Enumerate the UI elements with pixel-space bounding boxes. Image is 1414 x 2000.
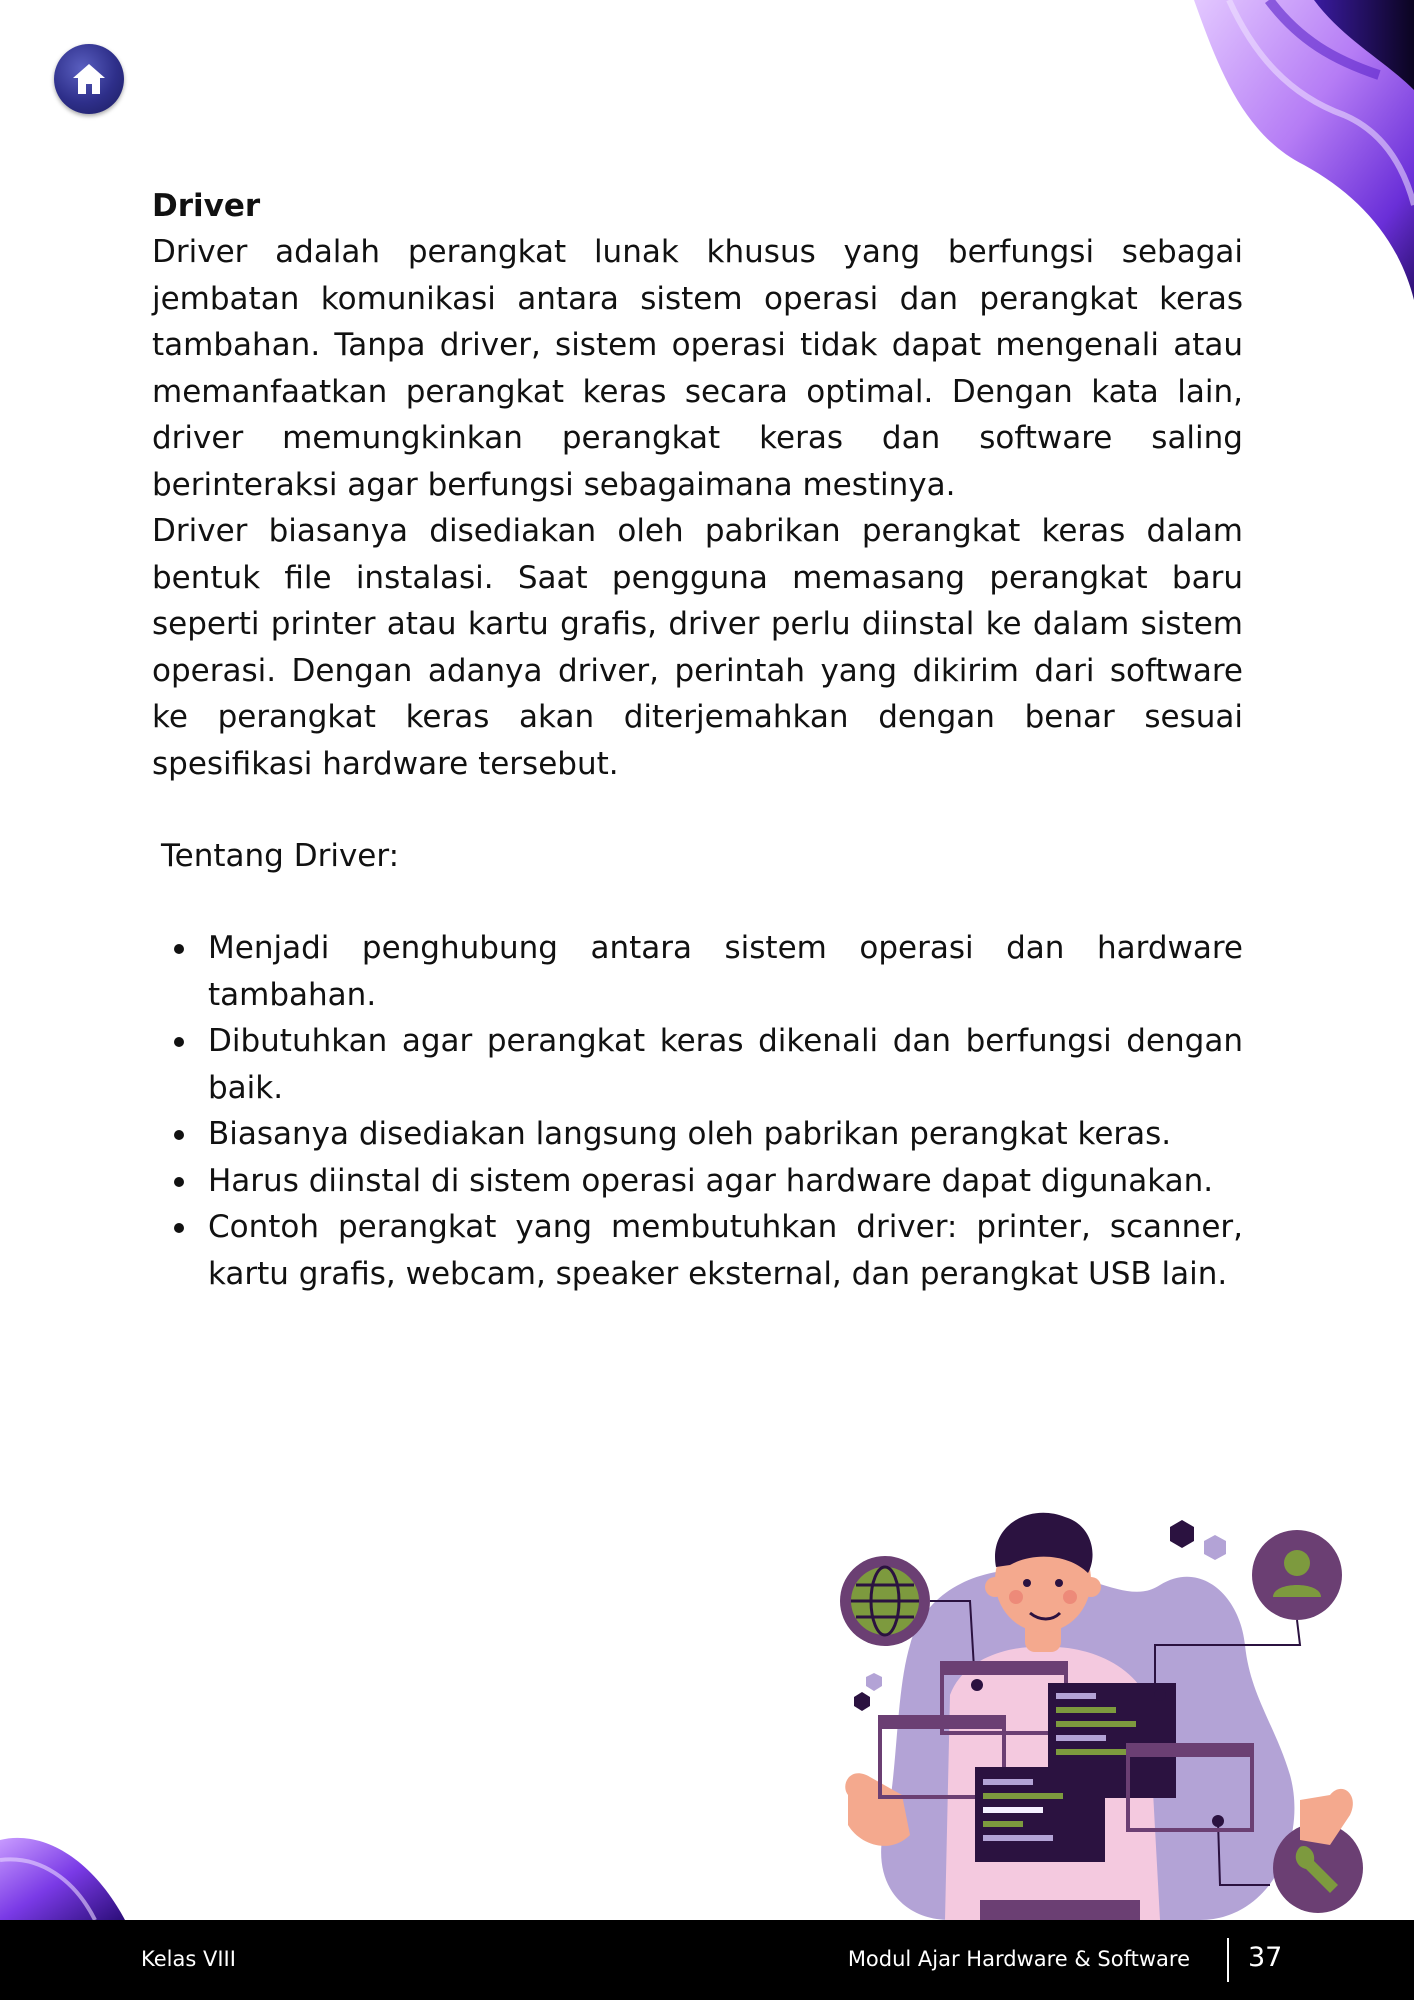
paragraph-definition: Driver adalah perangkat lunak khusus yang berfungsi sebagai jembatan komunikasi antara sistem operasi dan perangkat keras tambahan. Tanpa driver, sistem operasi tidak dapat mengenali atau memanfaatkan perangkat keras secara optimal. Dengan kata lain, driver memungkinkan perangkat keras dan software saling berinteraksi agar berfungsi sebagaimana mestinya.: [152, 234, 1243, 503]
developer-illustration: [830, 1495, 1370, 1920]
list-item: Biasanya disediakan langsung oleh pabrikan perangkat keras.: [152, 1111, 1243, 1158]
list-item: Contoh perangkat yang membutuhkan driver: printer, scanner, kartu grafis, webcam, speaker eksternal, dan perangkat USB lain.: [152, 1204, 1243, 1297]
footer-divider: [1227, 1938, 1229, 1982]
list-item: Dibutuhkan agar perangkat keras dikenali dan berfungsi dengan baik.: [152, 1018, 1243, 1111]
page-number: 37: [1248, 1942, 1283, 1973]
list-item: Menjadi penghubung antara sistem operasi dan hardware tambahan.: [152, 925, 1243, 1018]
bullet-list: [152, 925, 1243, 1297]
page-footer: [0, 1920, 1414, 2000]
home-icon: [70, 61, 108, 97]
footer-class-label: Kelas VIII: [141, 1947, 236, 1971]
list-item: Harus diinstal di sistem operasi agar hardware dapat digunakan.: [152, 1158, 1243, 1205]
home-button[interactable]: [54, 44, 124, 114]
paragraph-installation: Driver biasanya disediakan oleh pabrikan perangkat keras dalam bentuk file instalasi. Saat pengguna memasang perangkat baru seperti printer atau kartu grafis, driver perlu diinstal ke dalam sistem operasi. Dengan adanya driver, perintah yang dikirim dari software ke perangkat keras akan diterjemahkan dengan benar sesuai spesifikasi hardware tersebut.: [152, 513, 1243, 782]
main-content: [152, 183, 1243, 1297]
section-heading: Driver: [152, 188, 261, 224]
footer-module-title: Modul Ajar Hardware & Software: [847, 1947, 1190, 1971]
decorative-wave-bottom: [0, 1830, 130, 1920]
list-subheading: Tentang Driver:: [161, 838, 400, 874]
